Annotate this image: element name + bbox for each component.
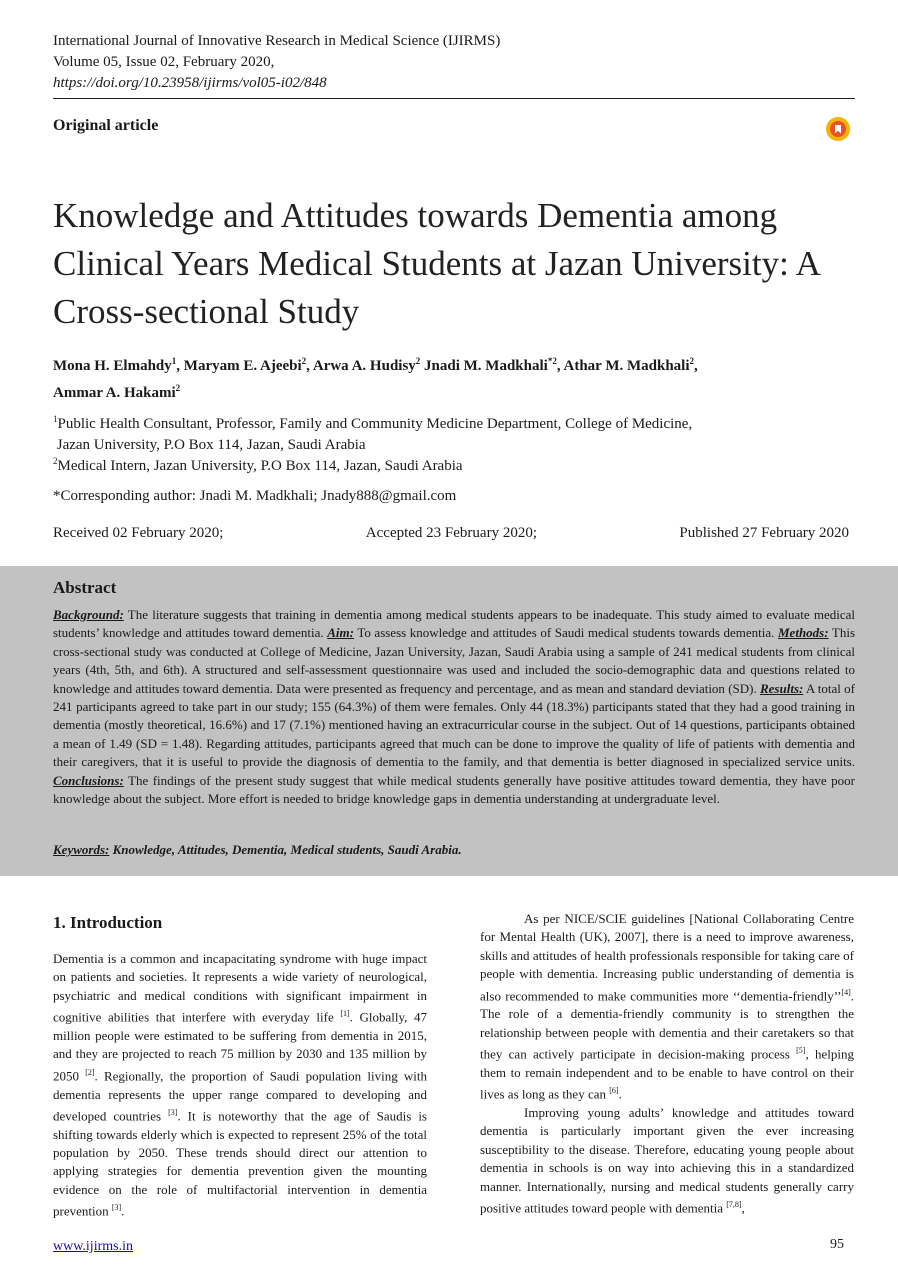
affiliation-1 <box>53 409 855 456</box>
methods-label: Methods: <box>778 625 829 641</box>
text-run: . The role of a dementia-friendly community is to strengthen the relationship between people with dementia and their caretakers so that they can actively participate in decision-making process <box>480 987 854 1062</box>
author-name: Ammar A. Hakami <box>53 385 176 401</box>
results-text: A total of 241 participants agreed to take part in our study; 155 (64.3%) of them were females. Only 44 (18.3%) participants stated that they had a good training in dementia (mostly theoretical, 16.6%) and 17 (7.1%) mentioned having an extracurricular course in the subject. Out of 14 questions, participants obtained a mean of 1.49 (SD = 1.48). Regarding attitudes, participants agreed that much can be done to improve the quality of life of patients with dementia and their caregivers, that it is useful to provide the diagnosis of dementia to the family, and that dementia is better diagnosed in specialized service units. <box>53 680 855 770</box>
author-separator: , <box>694 358 698 374</box>
paragraph <box>480 910 854 1104</box>
conclusions-label: Conclusions: <box>53 772 124 788</box>
journal-header <box>53 31 855 94</box>
author-name: Jnadi M. Madkhali <box>424 358 548 374</box>
text-run: , helping them to remain independent and to be enable to have control on their lives as long as they can <box>480 1046 854 1102</box>
text-run: As per NICE/SCIE guidelines [National Collaborating Centre for Mental Health (UK), 2007], there is a need to improve awareness, skills and attitudes of health professionals responsible for taking care of people with dementia. Increasing public understanding of dementia is also recommended to make communities more ‘‘dementia-friendly’’ <box>480 911 854 1003</box>
received-date: Received 02 February 2020; <box>53 525 224 541</box>
author-affil-mark: 2 <box>689 356 694 366</box>
article-type: Original article <box>53 117 159 134</box>
journal-name: International Journal of Innovative Research in Medical Science (IJIRMS) <box>53 33 501 49</box>
abstract-heading: Abstract <box>53 578 117 597</box>
citation[interactable]: [7,8] <box>726 1200 742 1210</box>
right-column <box>480 910 854 1218</box>
published-date: Published 27 February 2020 <box>679 525 849 541</box>
header-divider <box>53 98 855 99</box>
accepted-date: Accepted 23 February 2020; <box>365 525 537 541</box>
citation[interactable]: [2] <box>85 1067 95 1077</box>
text-run: . <box>121 1203 125 1219</box>
publication-dates <box>53 525 849 542</box>
affiliation-text: Public Health Consultant, Professor, Family and Community Medicine Department, College of Medicine, <box>57 416 693 432</box>
results-label: Results: <box>759 680 804 696</box>
author-separator: , <box>556 358 564 374</box>
author-affil-mark: 1 <box>171 356 177 366</box>
keywords <box>53 842 462 858</box>
affiliation-mark: 2 <box>53 456 58 466</box>
aim-label: Aim: <box>327 625 354 641</box>
author-separator: , <box>176 358 184 374</box>
paper-title: Knowledge and Attitudes towards Dementia among Clinical Years Medical Students at Jazan University: A Cross-sectional Study <box>53 196 820 331</box>
author-affil-mark: 2 <box>301 356 307 366</box>
affiliation-text: Jazan University, P.O Box 114, Jazan, Saudi Arabia <box>56 437 366 453</box>
text-run: . Regionally, the proportion of Saudi population living with dementia represents the upper range compared to developing and developed countries <box>53 1068 428 1124</box>
crossmark-icon[interactable] <box>826 117 850 141</box>
citation[interactable]: [4] <box>841 987 851 997</box>
journal-volume: Volume 05, Issue 02, February 2020, <box>53 54 275 70</box>
left-column <box>53 950 427 1221</box>
aim-text: To assess knowledge and attitudes of Saudi medical students towards dementia. <box>353 625 778 641</box>
author-affil-mark: 2 <box>175 383 181 393</box>
author-affil-mark: *2 <box>547 356 557 366</box>
background-label: Background: <box>53 607 124 622</box>
paragraph <box>53 950 427 1221</box>
paragraph <box>480 1104 854 1218</box>
text-run: , <box>741 1200 745 1216</box>
text-run: . Globally, 47 million people were estimated to be suffering from dementia in 2015, and they are projected to reach 75 million by 2030 and 135 million by 2050 <box>53 1009 428 1084</box>
author-name: Maryam E. Ajeebi <box>183 358 302 374</box>
background-text: The literature suggests that training in dementia among medical students appears to be inadequate. This study aimed to evaluate medical students’ knowledge and attitudes toward dementia. <box>53 607 855 641</box>
author-name: Arwa A. Hudisy <box>312 358 416 374</box>
section-heading: 1. Introduction <box>53 913 163 932</box>
corresponding-author: *Corresponding author: Jnadi M. Madkhali; Jnady888@gmail.com <box>53 488 457 504</box>
author-affil-mark: 2 <box>415 356 421 366</box>
affiliation-text: Medical Intern, Jazan University, P.O Box 114, Jazan, Saudi Arabia <box>57 458 463 474</box>
methods-text: This cross-sectional study was conducted at College of Medicine, Jazan University, Jazan, Saudi Arabia using a sample of 241 medical students from clinical years (4th, 5th, and 6th). A structured and self-assessment questionnaire was used and included the socio-demographic data and questions related to knowledge and attitudes toward dementia. Data were presented as frequency and percentage, and as mean and standard deviation (SD). <box>53 625 856 696</box>
text-run: Dementia is a common and incapacitating syndrome with huge impact on patients and societies. It represents a wide variety of neurological, psychiatric and medical conditions with significant impairment in cognitive abilities that interfere with everyday life <box>53 951 427 1025</box>
page-number: 95 <box>830 1237 844 1252</box>
affiliation-mark: 1 <box>53 414 58 424</box>
affiliation-2 <box>53 451 855 477</box>
text-run: Improving young adults’ knowledge and attitudes toward dementia is particularly important given the ever increasing susceptibility to the disease. Therefore, educating young people about dementia in schools is on way into achieving this in a standardized manner. Internationally, nursing and medical students generally carry positive attitudes toward people with dementia <box>480 1105 854 1216</box>
author-separator: , <box>306 358 313 374</box>
conclusions-text: The findings of the present study suggest that while medical students generally have positive attitudes toward dementia, they have poor knowledge about the subject. More effort is needed to bridge knowledge gaps in dementia understanding at undergraduate level. <box>53 772 855 807</box>
text-run: . <box>618 1086 622 1102</box>
author-list <box>53 350 855 404</box>
text-run: . It is noteworthy that the age of Saudis is shifting towards elderly which is expected to represent 25% of the total population by 2050. These trends should direct our attention to applying strategies for dementia prevention given the mounting evidence on the role of multifactorial intervention in dementia prevention <box>53 1108 427 1219</box>
citation[interactable]: [5] <box>796 1046 806 1056</box>
journal-website-link[interactable]: www.ijirms.in <box>53 1239 133 1254</box>
citation[interactable]: [1] <box>340 1009 350 1019</box>
abstract-body <box>53 606 855 808</box>
citation[interactable]: [3] <box>111 1203 122 1213</box>
citation[interactable]: [6] <box>609 1086 619 1096</box>
keywords-label: Keywords: <box>53 842 110 857</box>
author-name: Athar M. Madkhali <box>563 358 690 374</box>
keywords-text: Knowledge, Attitudes, Dementia, Medical students, Saudi Arabia. <box>109 842 462 857</box>
citation[interactable]: [3] <box>168 1107 178 1117</box>
doi-link[interactable]: https://doi.org/10.23958/ijirms/vol05-i02/848 <box>53 75 327 91</box>
author-name: Mona H. Elmahdy <box>53 358 172 374</box>
